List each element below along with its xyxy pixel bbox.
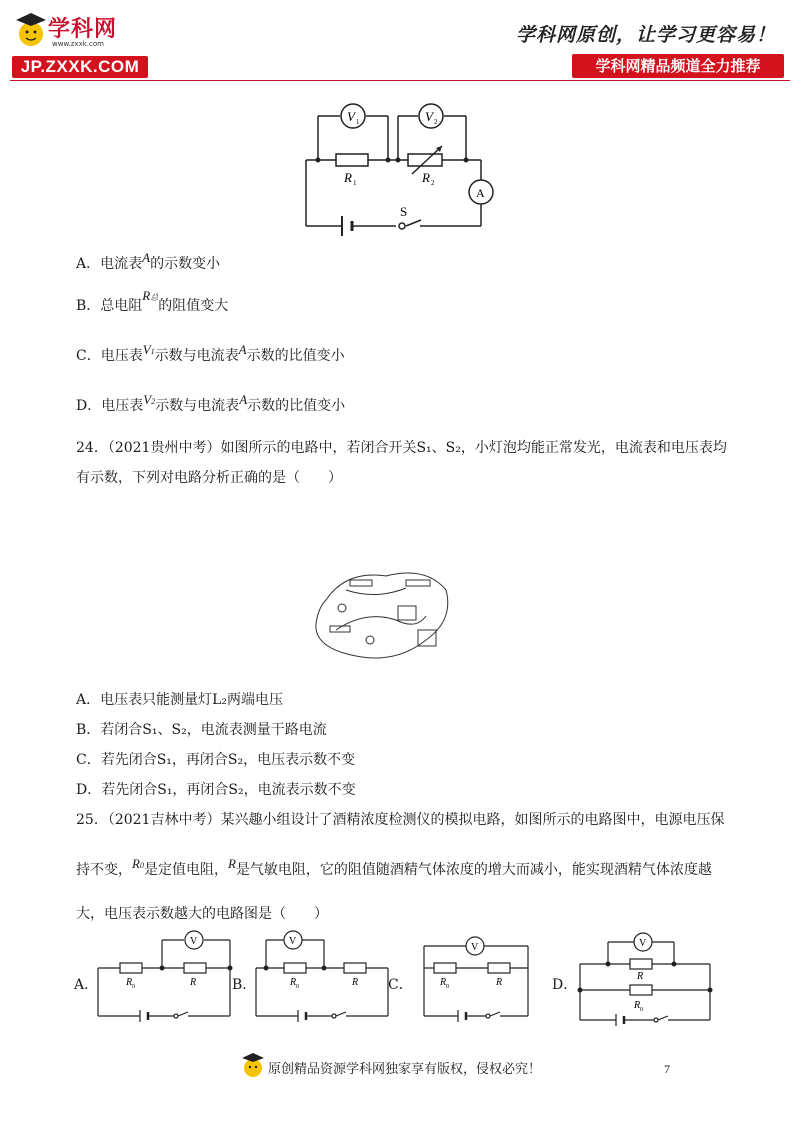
r0-label: R [126, 977, 133, 988]
voltmeter-label: V [471, 942, 479, 953]
voltmeter-label: V [289, 936, 297, 947]
footer-mascot-icon [240, 1050, 266, 1080]
q25-circuit-b [252, 928, 392, 1026]
q24-option-a: A．电压表只能测量灯L₂两端电压 [76, 692, 284, 708]
q23-option-d: D．电压表V2示数与电流表A示数的比值变小 [76, 392, 346, 414]
logo-text: 学科网 [48, 17, 118, 42]
q24-stem-line1: 24．（2021贵州中考）如图所示的电路中，若闭合开关S₁、S₂，小灯泡均能正常发光，电流表和电压表均 [76, 440, 727, 456]
r0-label: R [290, 977, 297, 988]
logo-mascot-icon [14, 10, 48, 50]
r0-sub: 0 [132, 984, 135, 990]
r-label: R [637, 971, 644, 982]
r0-sub: 0 [446, 984, 449, 990]
v1-sub: 1 [356, 118, 360, 126]
page-number: 7 [664, 1062, 670, 1076]
slogan: 学科网原创，让学习更容易！ [515, 24, 776, 46]
q23-circuit-diagram [296, 96, 506, 246]
voltmeter-label: V [190, 936, 198, 947]
q25-stem-line1: 25．（2021吉林中考）某兴趣小组设计了酒精浓度检测仪的模拟电路，如图所示的电路图中，电源电压保 [76, 812, 725, 828]
q25-option-a-letter: A． [74, 977, 99, 993]
r1-sub: 1 [353, 179, 357, 187]
header-divider [10, 80, 790, 81]
voltmeter-label: V [639, 938, 647, 949]
r0-label: R [634, 1000, 641, 1011]
logo-url: www.zxxk.com [52, 40, 104, 48]
r2-label: R [422, 170, 430, 185]
r0-sub: 0 [640, 1007, 643, 1013]
q23-option-b: B．总电阻R总的阻值变大 [76, 288, 229, 314]
site-badge: JP.ZXXK.COM [12, 56, 148, 78]
q25-stem-line2: 持不变，R0是定值电阻，R是气敏电阻，它的阻值随酒精气体浓度的增大而减小，能实现酒精气体浓度越 [76, 856, 712, 878]
r2-sub: 2 [431, 179, 435, 187]
v2-sub: 2 [434, 118, 438, 126]
q23-option-c: C．电压表V1示数与电流表A示数的比值变小 [76, 342, 345, 364]
q25-circuit-a [94, 928, 234, 1026]
q25-option-c-letter: C． [388, 977, 413, 993]
q24-option-d: D．若先闭合S₁，再闭合S₂，电流表示数不变 [76, 782, 356, 798]
v2-label: V [425, 109, 433, 124]
q25-circuit-d [574, 928, 714, 1026]
q23-option-a: A．电流表A的示数变小 [76, 250, 221, 272]
r1-label: R [344, 170, 352, 185]
q24-stem-line2: 有示数，下列对电路分析正确的是（ ） [76, 470, 342, 486]
q25-option-b-letter: B． [232, 977, 257, 993]
q24-circuit-photo [306, 560, 454, 666]
r-label: R [496, 977, 503, 988]
q24-option-c: C．若先闭合S₁，再闭合S₂，电压表示数不变 [76, 752, 356, 768]
r-label: R [190, 977, 197, 988]
v1-label: V [347, 109, 355, 124]
r-label: R [352, 977, 359, 988]
q25-stem-line3: 大，电压表示数越大的电路图是（ ） [76, 906, 328, 922]
q25-circuit-c [408, 928, 548, 1026]
ammeter-label: A [476, 186, 485, 200]
r0-label: R [440, 977, 447, 988]
q25-option-d-letter: D． [552, 977, 578, 993]
tagline-banner: 学科网精品频道全力推荐 [572, 54, 784, 78]
footer-copyright: 原创精品资源学科网独家享有版权，侵权必究！ [268, 1062, 542, 1077]
switch-label: S [400, 204, 408, 219]
q24-option-b: B．若闭合S₁、S₂，电流表测量干路电流 [76, 722, 327, 738]
r0-sub: 0 [296, 984, 299, 990]
